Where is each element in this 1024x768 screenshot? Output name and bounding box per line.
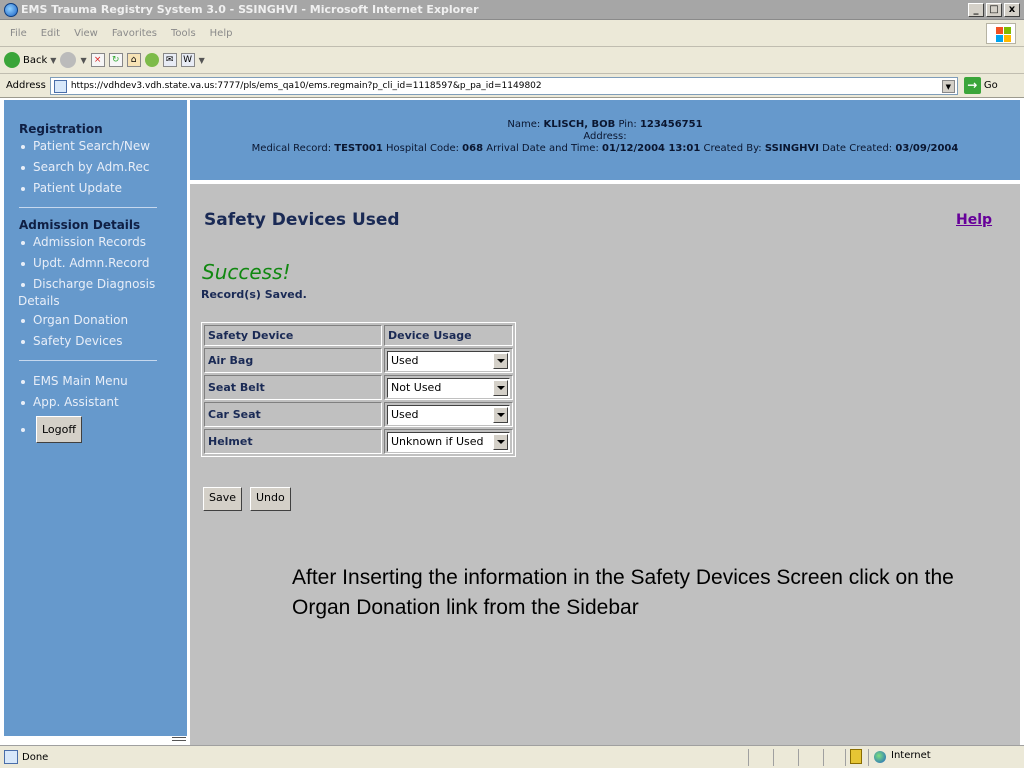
patient-pin: 123456751 (639, 119, 703, 130)
dropdown-arrow-icon[interactable] (493, 380, 508, 396)
instruction-note: After Inserting the information in the Safety Devices Screen click on the Organ Donation link from the Sidebar (292, 566, 954, 619)
bullet-icon (21, 241, 25, 245)
safety-devices-table (201, 322, 516, 457)
undo-button[interactable]: Undo (250, 487, 291, 511)
address-dropdown-icon[interactable]: ▼ (942, 80, 955, 93)
device-label: Seat Belt (204, 375, 382, 400)
table-row (204, 348, 513, 373)
browser-toolbar (0, 47, 1024, 74)
window-controls (966, 3, 1020, 17)
menu-bar (0, 20, 1024, 47)
bullet-icon (21, 428, 25, 432)
saved-message: Record(s) Saved. (201, 288, 307, 301)
sidebar-divider (19, 207, 157, 208)
seatbelt-usage-select[interactable]: Not Used (387, 378, 510, 398)
address-bar (0, 74, 1024, 98)
column-header-device: Safety Device (204, 325, 382, 346)
menu-help[interactable]: Help (209, 27, 233, 39)
menu-favorites[interactable]: Favorites (111, 27, 158, 39)
patient-name: KLISCH, BOB (543, 119, 616, 130)
carseat-usage-select[interactable]: Used (387, 405, 510, 425)
sidebar-item-discharge-diagnosis[interactable]: Discharge Diagnosis Details (18, 277, 156, 308)
device-label: Air Bag (204, 348, 382, 373)
help-link[interactable]: Help (956, 212, 993, 228)
menu-view[interactable]: View (74, 27, 98, 39)
forward-arrow-icon[interactable] (60, 52, 76, 68)
address-label: Address (6, 80, 46, 91)
patient-details-line: Medical Record: TEST001 Hospital Code: 068 Arrival Date and Time: 01/12/2004 13:01 Created By: SSINGHVI Date Created: 03/09/2004 (251, 143, 959, 154)
table-row (204, 402, 513, 427)
forward-dropdown-icon[interactable]: ▼ (80, 55, 87, 65)
patient-name-line: Name: KLISCH, BOB Pin: 123456751 (507, 119, 703, 130)
home-icon[interactable]: ⌂ (127, 53, 141, 67)
back-arrow-icon (4, 52, 20, 68)
page-icon (54, 80, 67, 93)
save-button[interactable]: Save (203, 487, 242, 511)
sidebar-item-admission-records[interactable]: Admission Records (4, 232, 187, 253)
refresh-icon[interactable]: ↻ (109, 53, 123, 67)
address-url: https://vdhdev3.vdh.state.va.us:7777/pls/ems_qa10/ems.regmain?p_cli_id=1118597&p_pa_id=1149802 (70, 80, 542, 91)
sidebar-item-patient-update[interactable]: Patient Update (4, 178, 187, 199)
page-title: Safety Devices Used (204, 210, 400, 230)
mail-icon[interactable]: ✉ (163, 53, 177, 67)
close-button[interactable]: x (1004, 3, 1020, 17)
device-label: Helmet (204, 429, 382, 454)
resize-handle-icon[interactable] (172, 737, 186, 741)
back-button[interactable] (4, 52, 56, 68)
helmet-usage-select[interactable]: Unknown if Used (387, 432, 510, 452)
stop-icon[interactable]: × (91, 53, 105, 67)
sidebar-item-app-assistant[interactable]: App. Assistant (4, 392, 187, 413)
minimize-button[interactable]: _ (968, 3, 984, 17)
page-done-icon (4, 750, 18, 764)
menu-file[interactable]: File (10, 27, 27, 39)
status-text: Done (22, 751, 49, 763)
table-header-row (204, 325, 513, 346)
menu-edit[interactable]: Edit (40, 27, 61, 39)
sidebar-item-updt-admn-record[interactable]: Updt. Admn.Record (4, 253, 187, 274)
sidebar-item-patient-search[interactable]: Patient Search/New (4, 136, 187, 157)
bullet-icon (21, 319, 25, 323)
sidebar-item-search-adm-rec[interactable]: Search by Adm.Rec (4, 157, 187, 178)
sidebar-item-safety-devices[interactable]: Safety Devices (4, 331, 187, 352)
go-button[interactable] (964, 77, 998, 94)
ie-icon (4, 3, 18, 17)
dropdown-arrow-icon[interactable] (493, 407, 508, 423)
sidebar-item-ems-main-menu[interactable]: EMS Main Menu (4, 371, 187, 392)
patient-header (190, 100, 1020, 184)
dropdown-arrow-icon[interactable] (493, 353, 508, 369)
sidebar-section-admission: Admission Details (19, 218, 141, 232)
patient-address-line: Address: (583, 131, 627, 142)
sidebar-section-registration: Registration (19, 122, 103, 136)
airbag-usage-select[interactable]: Used (387, 351, 510, 371)
window-titlebar (0, 0, 1024, 20)
sidebar-divider (19, 360, 157, 361)
word-dropdown-icon[interactable]: ▼ (198, 55, 205, 65)
table-row (204, 429, 513, 454)
bullet-icon (21, 145, 25, 149)
window-title: EMS Trauma Registry System 3.0 - SSINGHVI - Microsoft Internet Explorer (21, 3, 479, 16)
device-label: Car Seat (204, 402, 382, 427)
back-dropdown-icon[interactable]: ▼ (50, 55, 57, 65)
bullet-icon (21, 187, 25, 191)
sidebar-item-organ-donation[interactable]: Organ Donation (4, 310, 187, 331)
sidebar (4, 100, 187, 736)
bullet-icon (21, 401, 25, 405)
table-row (204, 375, 513, 400)
security-zone-label: Internet (891, 750, 931, 761)
main-pane (190, 100, 1020, 745)
go-label: Go (983, 80, 998, 91)
column-header-usage: Device Usage (384, 325, 513, 346)
bullet-icon (21, 283, 25, 287)
address-input[interactable] (50, 77, 958, 95)
bullet-icon (21, 380, 25, 384)
history-icon[interactable] (145, 53, 159, 67)
bullet-icon (21, 340, 25, 344)
success-message: Success! (202, 260, 291, 284)
maximize-button[interactable]: □ (986, 3, 1002, 17)
logoff-button[interactable]: Logoff (36, 416, 82, 443)
dropdown-arrow-icon[interactable] (493, 434, 508, 450)
menu-tools[interactable]: Tools (171, 27, 196, 39)
bullet-icon (21, 166, 25, 170)
page-content (0, 98, 1024, 745)
lock-icon (850, 749, 862, 764)
bullet-icon (21, 262, 25, 266)
status-bar (0, 745, 1024, 768)
windows-logo-icon (986, 23, 1016, 44)
back-label: Back (23, 54, 48, 66)
go-arrow-icon: → (964, 77, 981, 94)
word-icon[interactable]: W (181, 53, 195, 67)
internet-zone-icon (874, 751, 886, 763)
sidebar-item-logoff (4, 416, 187, 443)
